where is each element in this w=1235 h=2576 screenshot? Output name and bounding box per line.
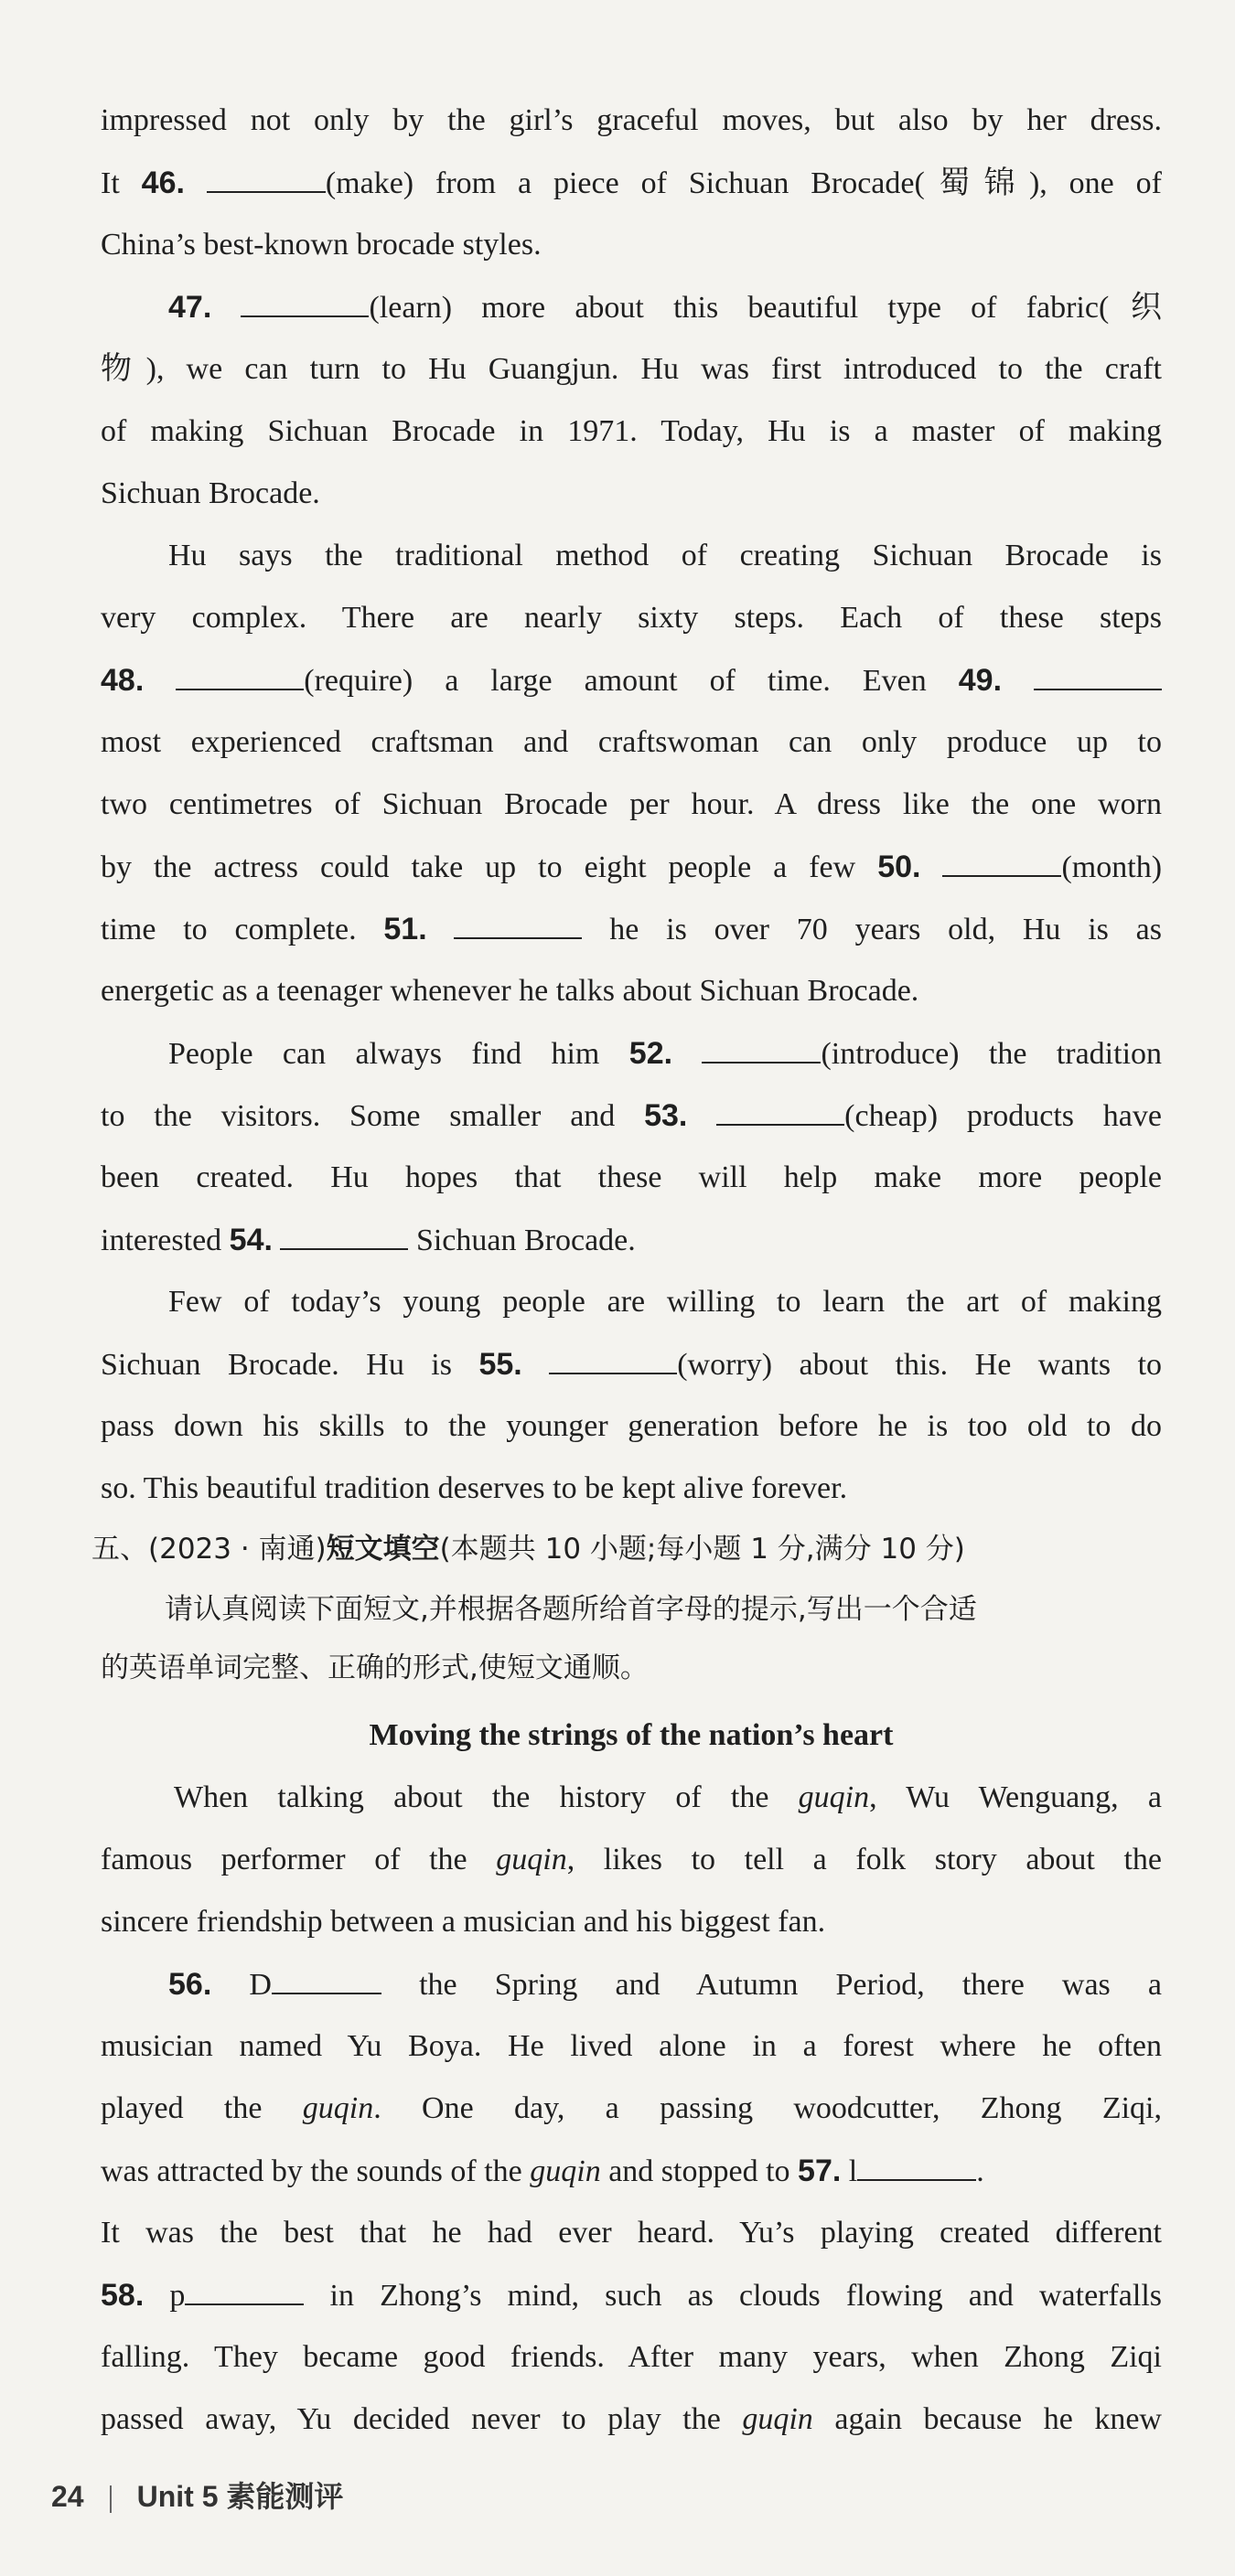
question-number: 56. <box>168 1967 212 2002</box>
question-number: 54. <box>229 1223 273 1257</box>
answer-blank-49[interactable] <box>1034 661 1162 690</box>
question-number: 58. <box>101 2278 145 2313</box>
passage-line: passed away, Yu decided never to play the guqin again because he knew <box>101 2402 1162 2436</box>
question-number: 52. <box>628 1036 673 1071</box>
passage-line: very complex. There are nearly sixty steps. Each of these steps <box>101 601 1162 635</box>
passage-line: 56. D the Spring and Autumn Period, there was a <box>168 1967 1163 2002</box>
answer-blank-54[interactable] <box>280 1221 408 1250</box>
passage-line: time to complete. 51. he is over 70 years old, Hu is as <box>101 912 1162 946</box>
passage-line: 58. p in Zhong’s mind, such as clouds flowing and waterfalls <box>101 2278 1163 2313</box>
answer-blank-56[interactable] <box>272 1965 381 1994</box>
question-number: 49. <box>958 663 1003 698</box>
passage-line: of making Sichuan Brocade in 1971. Today, Hu is a master of making <box>101 414 1162 448</box>
instruction-line: 的英语单词完整、正确的形式,使短文通顺。 <box>101 1651 649 1684</box>
question-number: 55. <box>478 1347 522 1382</box>
answer-blank-51[interactable] <box>454 910 582 939</box>
unit-label: Unit 5 素能测评 <box>136 2480 344 2513</box>
passage-line: musician named Yu Boya. He lived alone in a forest where he often <box>101 2029 1162 2063</box>
passage-line: Sichuan Brocade. Hu is 55. (worry) about this. He wants to <box>101 1347 1163 1382</box>
page-number: 24 <box>51 2480 84 2513</box>
answer-blank-57[interactable] <box>857 2152 976 2181</box>
passage-title: Moving the strings of the nation’s heart <box>369 1718 894 1752</box>
answer-blank-48[interactable] <box>176 661 304 690</box>
question-number: 53. <box>644 1098 688 1133</box>
passage-line: most experienced craftsman and craftswoman can only produce up to <box>101 725 1162 759</box>
passage-line: Hu says the traditional method of creating Sichuan Brocade is <box>168 539 1162 572</box>
passage-line: 47. (learn) more about this beautiful type of fabric(织 <box>168 290 1162 325</box>
question-number: 47. <box>168 290 212 325</box>
page-footer <box>51 2474 343 2516</box>
answer-blank-52[interactable] <box>702 1034 821 1064</box>
question-number: 51. <box>383 912 427 946</box>
passage-line: impressed not only by the girl’s graceful moves, but also by her dress. <box>101 103 1162 137</box>
passage-line: two centimetres of Sichuan Brocade per hour. A dress like the one worn <box>101 787 1162 821</box>
section-heading: 五、(2023 · 南通)短文填空(本题共 10 小题;每小题 1 分,满分 10 分) <box>91 1533 965 1566</box>
passage-line: falling. They became good friends. After many years, when Zhong Ziqi <box>101 2340 1162 2374</box>
passage-line: was attracted by the sounds of the guqin and stopped to 57. l . <box>101 2154 984 2188</box>
passage-line: played the guqin. One day, a passing woodcutter, Zhong Ziqi, <box>101 2091 1162 2125</box>
passage-line: Few of today’s young people are willing to learn the art of making <box>168 1285 1162 1319</box>
answer-blank-53[interactable] <box>716 1096 844 1126</box>
answer-blank-58[interactable] <box>185 2276 304 2305</box>
question-number: 46. <box>141 166 185 200</box>
passage-line: When talking about the history of the guqin, Wu Wenguang, a <box>174 1780 1162 1814</box>
question-number: 57. <box>798 2154 842 2188</box>
passage-line: interested 54. Sichuan Brocade. <box>101 1223 636 1257</box>
question-number: 48. <box>101 663 145 698</box>
answer-blank-55[interactable] <box>549 1345 677 1374</box>
passage-line: It was the best that he had ever heard. Yu’s playing created different <box>101 2216 1162 2250</box>
passage-line: famous performer of the guqin, likes to tell a folk story about the <box>101 1843 1162 1876</box>
instruction-line: 请认真阅读下面短文,并根据各题所给首字母的提示,写出一个合适 <box>165 1593 977 1626</box>
answer-blank-50[interactable] <box>942 848 1061 877</box>
answer-blank-46[interactable] <box>207 164 326 193</box>
passage-line: sincere friendship between a musician and his biggest fan. <box>101 1905 826 1939</box>
passage-line: Sichuan Brocade. <box>101 476 320 510</box>
question-number: 50. <box>877 850 921 884</box>
passage-line: been created. Hu hopes that these will help make more people <box>101 1160 1162 1194</box>
passage-line: by the actress could take up to eight people a few 50. (month) <box>101 850 1163 884</box>
passage-line: energetic as a teenager whenever he talks about Sichuan Brocade. <box>101 974 919 1008</box>
answer-blank-47[interactable] <box>241 288 369 317</box>
passage-line: It 46. (make) from a piece of Sichuan Brocade(蜀锦), one of <box>101 166 1162 200</box>
passage-line: People can always find him 52. (introduce) the tradition <box>168 1036 1163 1071</box>
passage-line: 物), we can turn to Hu Guangjun. Hu was first introduced to the craft <box>101 352 1162 386</box>
passage-line: pass down his skills to the younger generation before he is too old to do <box>101 1409 1162 1443</box>
footer-divider <box>110 2485 112 2513</box>
passage-line: 48. (require) a large amount of time. Even 49. <box>101 658 1162 703</box>
passage-line: to the visitors. Some smaller and 53. (cheap) products have <box>101 1098 1162 1133</box>
passage-line: China’s best-known brocade styles. <box>101 228 542 262</box>
passage-line: so. This beautiful tradition deserves to be kept alive forever. <box>101 1471 848 1505</box>
